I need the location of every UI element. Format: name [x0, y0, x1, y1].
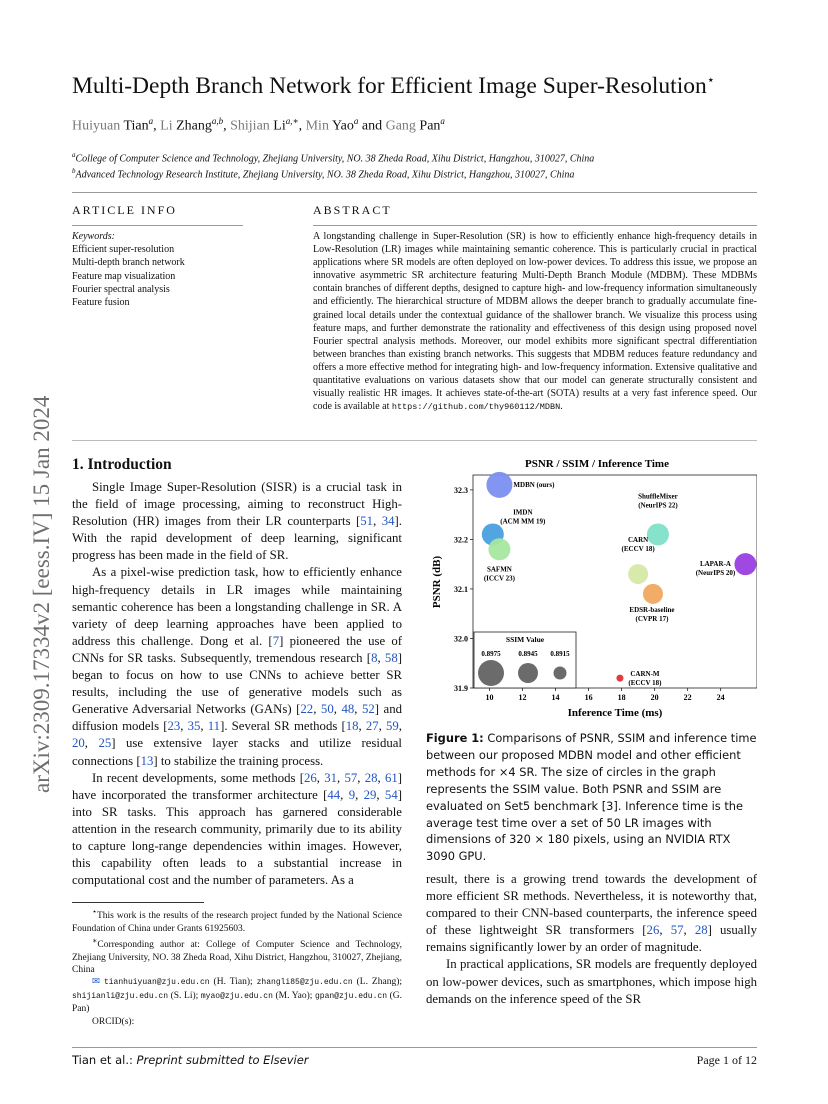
citation[interactable]: 23 [167, 719, 181, 734]
abstract-divider [72, 440, 757, 441]
paragraph: In practical applications, SR models are frequently deployed on low-power devices, such as smartphones, which impose high demands on the inference speed of the SR [426, 957, 757, 1006]
citation[interactable]: 52 [361, 702, 375, 717]
legend-circle [478, 660, 504, 686]
x-tick-label: 22 [683, 693, 692, 702]
citation[interactable]: 54 [384, 787, 398, 802]
figure-label: Figure 1: [426, 731, 484, 745]
legend-value: 0.8975 [481, 650, 501, 658]
citation[interactable]: 57 [344, 770, 358, 785]
x-tick-label: 18 [617, 693, 626, 702]
email-owner: (M. Yao); [272, 990, 315, 1001]
email-owner: (G. Pan) [72, 990, 402, 1015]
citation[interactable]: 44 [327, 787, 341, 802]
email-owner: (L. Zhang); [352, 977, 403, 988]
header-divider [72, 192, 757, 193]
x-tick-label: 10 [485, 693, 494, 702]
point-label: (NeurIPS 20) [695, 569, 736, 578]
author-affil-mark: a,b [211, 116, 224, 126]
point-label: (ACM MM 19) [500, 517, 546, 526]
corresponding-note: ∗Corresponding author at: College of Computer Science and Technology, Zhejiang University, NO. 38 Zheda Road, Xihu District, Hangzhou, 310027, Zhejiang, China [72, 935, 402, 975]
y-tick-label: 31.9 [454, 684, 468, 693]
figure-1-chart [426, 452, 757, 724]
point-label: (ECCV 18) [621, 545, 655, 554]
citation[interactable]: 20 [72, 736, 85, 751]
arxiv-stamp [4, 305, 64, 795]
footnotes [72, 906, 402, 1028]
author-family-name: Li [273, 118, 286, 134]
citation[interactable]: 18 [345, 719, 359, 734]
section-heading: 1. Introduction [72, 456, 172, 473]
email-address[interactable]: zhangli85@zju.edu.cn [256, 978, 353, 988]
funding-note: ⋆This work is the results of the research project funded by the National Science Foundation of China under Grants 61925603. [72, 907, 402, 934]
email-address[interactable]: shijianli@zju.edu.cn [72, 991, 169, 1001]
citation[interactable]: 28 [694, 923, 708, 938]
citation[interactable]: 29 [363, 787, 377, 802]
author-separator: , [223, 118, 231, 134]
intro-right-column [426, 871, 757, 1008]
footer-rule [72, 1047, 757, 1048]
data-point [647, 523, 669, 545]
author-given-name: Gang [385, 118, 420, 134]
y-tick-label: 32.1 [454, 584, 468, 594]
point-label: LAPAR-A [699, 560, 731, 569]
author-affil-mark: a [440, 116, 445, 126]
citation[interactable]: 59 [386, 719, 399, 734]
citation[interactable]: 26 [304, 770, 317, 785]
paragraph: Single Image Super-Resolution (SISR) is a crucial task in the field of image processing, aiming to reconstruct High-Resolution (HR) images from their LR counterparts [51, 34]. With the rapid development of deep learning, significant progress has been made in the field of SR. [72, 480, 402, 563]
citation[interactable]: 50 [320, 702, 334, 717]
x-tick-label: 12 [518, 693, 527, 702]
author-family-name: Zhang [176, 118, 212, 134]
orcid-line: ORCID(s): [92, 1016, 135, 1027]
y-tick-label: 32.2 [454, 535, 468, 545]
x-tick-label: 14 [551, 693, 560, 702]
citation[interactable]: 25 [98, 736, 112, 751]
keywords-label: Keywords [72, 231, 112, 242]
paper-title: Multi-Depth Branch Network for Efficient Image Super-Resolution⋆ [72, 72, 715, 99]
point-label: CARN-M [630, 670, 660, 679]
email-owner: (S. Li); [168, 990, 201, 1001]
affiliation-a: $^a$College of Computer Science and Technology, Zhejiang University, NO. 38 Zheda Road, Xihu District, Hangzhou, 310027, China [72, 151, 595, 165]
email-owner: (H. Tian); [209, 977, 257, 988]
citation[interactable]: 13 [140, 753, 154, 768]
citation[interactable]: 61 [384, 770, 398, 785]
data-point [616, 675, 623, 682]
keyword: Multi-depth branch network [72, 257, 185, 269]
keyword: Fourier spectral analysis [72, 283, 170, 295]
citation[interactable]: 58 [384, 650, 398, 665]
citation[interactable]: 28 [364, 770, 378, 785]
point-label: EDSR-baseline [629, 605, 675, 614]
point-label: MDBN (ours) [513, 480, 555, 489]
author-affil-mark: a [353, 116, 359, 126]
citation[interactable]: 7 [272, 633, 280, 648]
footer-left: Tian et al.: Preprint submitted to Elsevier [72, 1053, 309, 1067]
figure-caption: Figure 1: Comparisons of PSNR, SSIM and inference time between our proposed MDBN model and other efficient methods for ×4 SR. The size of circles in the graph represents the SSIM value. Both PSNR and SSIM are evaluated on Set5 benchmark [3]. Inference time is the average test time over a set of 50 LR images with dimensions of 320 × 180 pixels, using an NVIDIA RTX 3090 GPU. [426, 731, 757, 864]
keyword-list [72, 243, 185, 309]
legend-circle [518, 663, 538, 683]
citation[interactable]: 34 [381, 514, 395, 529]
citation[interactable]: 8 [371, 650, 378, 665]
intro-left-column [72, 479, 402, 889]
author-family-name: Pan [419, 118, 441, 134]
author-separator: , [153, 118, 161, 134]
data-point [488, 538, 510, 560]
paragraph: As a pixel-wise prediction task, how to efficiently enhance high-frequency details in LR images while maintaining semantic coherence has been a longstanding challenge in SR. A variety of deep learning approaches have been applied to address this challenge. Dong et al. [7] pioneered the use of CNNs for SR tasks. Subsequently, tremendous research [8, 58] began to focus on how to use CNNs to achieve better SR results, including the use of generative models such as Generative Adversarial Networks (GANs) [22, 50, 48, 52] and diffusion models [23, 35, 11]. Several SR methods [18, 27, 59, 20, 25] use extensive layer stacks and utilize residual connections [13] to stabilize the training process. [72, 565, 402, 768]
citation[interactable]: 51 [360, 514, 374, 529]
x-tick-label: 24 [716, 693, 725, 702]
affiliation-b: $^b$Advanced Technology Research Institute, Zhejiang University, NO. 38 Zheda Road, Xihu District, Hangzhou, 310027, China [72, 167, 575, 181]
author-given-name: Li [160, 118, 177, 134]
keyword: Feature map visualization [72, 270, 176, 282]
citation[interactable]: 35 [187, 719, 201, 734]
legend-title: SSIM Value [505, 635, 545, 644]
legend-circle [554, 667, 567, 680]
keyword: Feature fusion [72, 297, 130, 309]
legend-value: 0.8915 [550, 650, 570, 658]
keyword: Efficient super-resolution [72, 244, 175, 256]
keywords-block: Keywords: Efficient super-resolution Multi-depth branch network Feature map visualization Fourier spectral analysis Feature fusion [72, 231, 185, 309]
point-label: IMDN [513, 508, 533, 517]
y-tick-label: 32.0 [454, 634, 468, 644]
abstract-heading: ABSTRACT [313, 203, 392, 217]
citation[interactable]: 27 [365, 719, 379, 734]
footer-page: Page 1 of 12 [696, 1053, 757, 1067]
point-label: SAFMN [486, 565, 512, 574]
point-label: (NeurIPS 22) [638, 501, 678, 510]
citation[interactable]: 31 [324, 770, 338, 785]
author-list [72, 116, 445, 135]
point-label: CARN [627, 536, 649, 545]
footnote-rule [72, 902, 204, 903]
code-link[interactable]: https://github.com/thy960112/MDBN [391, 402, 561, 413]
author-separator: , [298, 118, 306, 134]
abstract-rule [313, 225, 757, 226]
y-tick-label: 32.3 [454, 485, 468, 495]
email-address[interactable]: myao@zju.edu.cn [200, 991, 273, 1001]
point-label: (ECCV 18) [628, 679, 662, 688]
author-affil-mark: a [148, 116, 154, 126]
author-separator: and [358, 118, 386, 134]
citation[interactable]: 26 [646, 923, 660, 938]
paragraph: In recent developments, some methods [26, 31, 57, 28, 61] have incorporated the transformer architecture [44, 9, 29, 54] into SR tasks. This approach has garnered considerable attention in the research community, primarily due to its ability to capture long-range dependencies within images. However, this capability often leads to a substantial increase in computational cost and the number of parameters. As a [72, 770, 402, 888]
author-family-name: Tian [123, 118, 149, 134]
mail-icon: ✉ [92, 977, 100, 988]
legend-value: 0.8945 [518, 650, 538, 658]
title-star: ⋆ [706, 72, 715, 87]
point-label: (ICCV 23) [483, 574, 516, 583]
author-given-name: Huiyuan [72, 118, 124, 134]
author-affil-mark: a,∗ [285, 116, 299, 126]
citation[interactable]: 22 [300, 702, 314, 717]
y-axis-label: PSNR (dB) [431, 555, 443, 609]
point-label: ShuffleMixer [638, 492, 678, 501]
data-point [643, 584, 663, 604]
author-family-name: Yao [331, 118, 354, 134]
abstract-text: A longstanding challenge in Super-Resolution (SR) is how to efficiently enhance high-frequency details in Low-Resolution (LR) images while maintaining semantic coherence. This is particularly crucial in practical applications where SR models are often deployed on low-power devices. To address this issue, we propose an innovative asymmetric SR architecture featuring Multi-Depth Branch Module (MDBM). These MDBMs contain branches of different depths, designed to capture high- and low-frequency information simultaneously and efficiently. The hierarchical structure of MDBM allows the deeper branch to gradually accumulate fine-grained local details under the contextual guidance of the shallower branch. We visualize this process using feature maps, and further demonstrate the rationality and effectiveness of this design using proposed novel Fourier spectral analysis methods. Moreover, our model exhibits more significant spectral differentiation between branches than existing branch networks. This suggests that MDBM reduces feature redundancy and offers a more effective method for integrating high- and low-frequency information. Extensive qualitative and quantitative evaluations on various datasets show that our model can generate structurally consistent and visually realistic HR images. It achieves state-of-the-art (SOTA) results at a very fast inference speed. Our code is available at https://github.com/thy960112/MDBN. [313, 231, 757, 413]
x-tick-label: 16 [584, 693, 593, 702]
x-tick-label: 20 [650, 693, 659, 702]
data-point [734, 553, 756, 575]
author-given-name: Shijian [230, 118, 274, 134]
author-given-name: Min [305, 118, 332, 134]
data-point [628, 564, 648, 584]
x-axis-label: Inference Time (ms) [567, 707, 663, 719]
email-address[interactable]: tianhuiyuan@zju.edu.cn [103, 978, 210, 988]
point-label: (CVPR 17) [635, 614, 669, 623]
article-info-heading: ARTICLE INFO [72, 203, 177, 217]
citation[interactable]: 48 [341, 702, 355, 717]
paragraph: result, there is a growing trend towards the development of more efficient SR methods. Nevertheless, it is noteworthy that, compared to their CNN-based counterparts, the inference speed of these lightweight SR transformers [26, 57, 28] usually remains significantly lower by an order of magnitude. [426, 872, 757, 955]
chart-title: PSNR / SSIM / Inference Time [525, 458, 669, 470]
article-info-rule [72, 225, 243, 226]
citation[interactable]: 9 [348, 787, 356, 802]
email-list [72, 976, 402, 1015]
citation[interactable]: 11 [207, 719, 221, 734]
citation[interactable]: 57 [670, 923, 684, 938]
data-point [486, 472, 512, 498]
email-address[interactable]: gpan@zju.edu.cn [314, 991, 387, 1001]
arxiv-id: arXiv:2309.17334v2 [eess.IV] 15 Jan 2024 [29, 395, 54, 793]
